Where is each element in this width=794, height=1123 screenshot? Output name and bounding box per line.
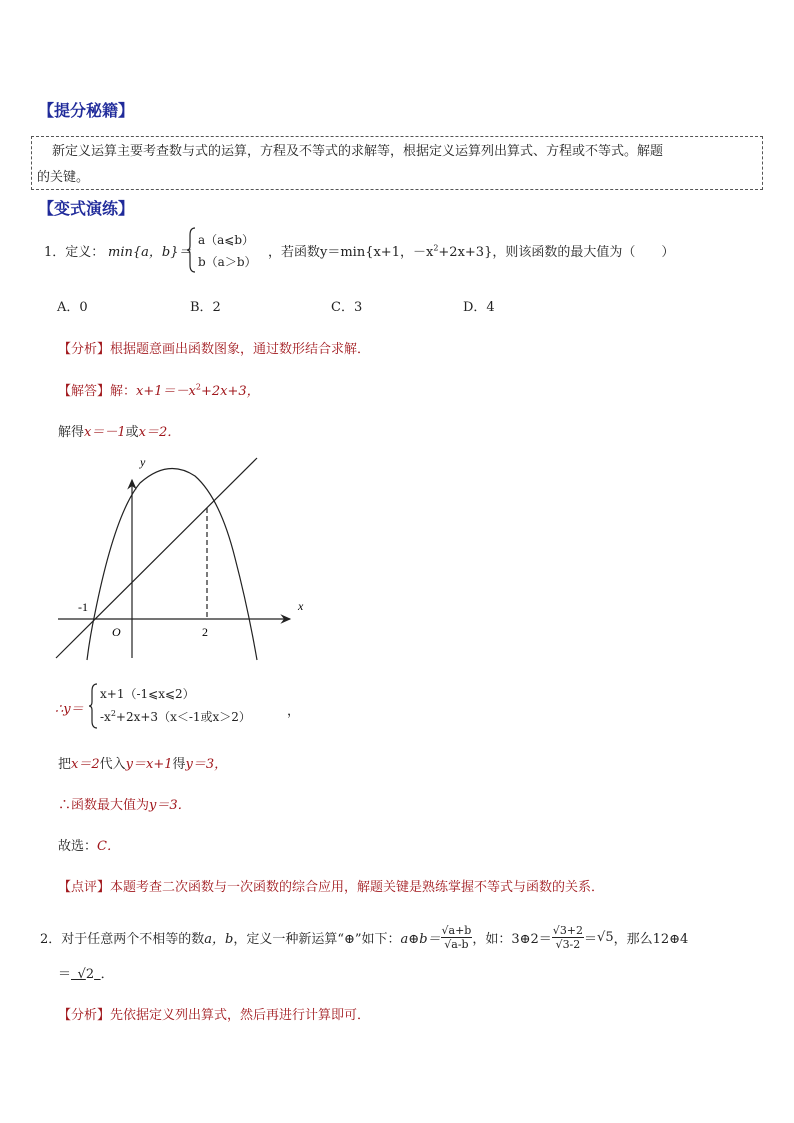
q1-answer-eq-end: +2x+3， (200, 384, 260, 399)
q1-choose-pre: 故选： (58, 839, 98, 854)
q2-blank-val: 2 (85, 967, 95, 982)
minus-one-label: -1 (78, 600, 88, 614)
q1-option-b: B．2 (190, 300, 221, 315)
q1-stem-sup: 2 (433, 243, 439, 253)
q1-sub-a: x＝2 (71, 757, 100, 772)
q1-solve-x2: x＝2． (138, 425, 181, 440)
q1-brace (186, 227, 196, 273)
q1-comment (58, 876, 604, 895)
q1-substitute (58, 753, 227, 772)
q1-stem-end: +2x+3}，则该函数的最大值为（ ） (438, 245, 675, 260)
q1-piece-2-a: -x (100, 710, 111, 724)
q1-solve-x1: x＝－1 (84, 425, 126, 440)
q2-vars: a，b (204, 932, 234, 947)
q1-piece-2-b: +2x+3（x＜-1或x＞2） (115, 710, 251, 724)
q1-sub-mid2: 得 (172, 757, 186, 772)
y-axis-label: y (140, 455, 146, 469)
q1-solve-or: 或 (125, 425, 139, 440)
tip-line-1: 新定义运算主要考查数与式的运算，方程及不等式的求解等，根据定义运算列出算式、方程或不等式。解题 (52, 144, 664, 159)
q1-solve (58, 421, 180, 440)
section-title-practice: 【变式演练】 (38, 199, 135, 218)
q2-line2-end: ． (100, 967, 114, 982)
q2-ex-eq: ＝ (584, 932, 598, 947)
q2-ex-fraction: $\frac{√3+2}{√3-2}$ (552, 924, 584, 951)
q1-piece-2 (100, 708, 251, 725)
q1-choose (58, 835, 120, 854)
q2-ex-post: ，那么12⊕4 (613, 932, 689, 947)
q2-prefix: 2．对于任意两个不相等的数 (40, 932, 205, 947)
q2-analysis-tag: 【分析】 (58, 1008, 111, 1023)
q1-analysis-text: 根据题意画出函数图象，通过数形结合求解． (110, 342, 371, 357)
q1-option-c: C．3 (331, 300, 363, 315)
q1-min-ab: min{a，b}＝ (108, 245, 192, 260)
q1-max-val: y＝3． (149, 798, 191, 813)
q2-analysis (58, 1004, 370, 1023)
q1-answer (58, 380, 260, 399)
section-title-tips: 【提分秘籍】 (38, 101, 135, 120)
q1-answer-sup: 2 (195, 382, 201, 392)
q1-sub-c: y＝3， (185, 757, 228, 772)
q1-max (58, 794, 191, 813)
q1-sub-b: y＝x+1 (125, 757, 173, 772)
q1-stem-text: ，若函数y＝min{x+1，－x (268, 245, 434, 260)
two-label: 2 (202, 625, 208, 639)
q1-option-a: A．0 (57, 300, 88, 315)
q2-stem: 2．对于任意两个不相等的数 a，b ，定义一种新运算“⊕”如下： a⊕b＝ $\frac{√a+b}{√a-b}$ ，如：3⊕2＝ $\frac{√3+2}{√3-2}$ ＝ √5 ，那么12⊕4 (40, 924, 689, 951)
q1-function-graph (50, 448, 310, 663)
q2-def-den: a-b (451, 938, 469, 951)
q1-answer-eq: x+1＝－x (136, 384, 196, 399)
q1-piece-comma: ， (287, 704, 301, 719)
q1-analysis-tag: 【分析】 (58, 342, 111, 357)
q2-analysis-text: 先依据定义列出算式，然后再进行计算即可． (110, 1008, 371, 1023)
q1-solve-pre: 解得 (58, 425, 85, 440)
q2-def-lhs: a⊕b＝ (400, 932, 441, 947)
q1-therefore-y: ∴y＝ (55, 702, 84, 717)
q2-def-fraction: $\frac{√a+b}{√a-b}$ (441, 924, 472, 951)
q1-sub-pre: 把 (58, 757, 72, 772)
q1-sub-mid: 代入 (99, 757, 126, 772)
q1-stem (268, 241, 674, 260)
q2-ex-num: 3+2 (559, 924, 584, 937)
q1-analysis (58, 338, 370, 357)
q1-prefix: 1．定义： (44, 245, 105, 260)
q2-ex-den: 3-2 (562, 938, 581, 951)
q1-comment-tag: 【点评】 (58, 880, 111, 895)
line-curve (56, 458, 257, 658)
q1-answer-tag: 【解答】 (58, 384, 111, 399)
q1-answer-pre: 解： (110, 384, 137, 399)
q1-piece-brace (88, 683, 98, 729)
q1-max-text: ∴函数最大值为 (58, 798, 150, 813)
tip-box (31, 136, 763, 190)
q2-ex-res: 5 (605, 930, 614, 945)
x-axis-label: x (298, 599, 304, 613)
q1-choose-val: C． (97, 839, 120, 854)
q2-def-num: a+b (448, 924, 472, 937)
q2-mid: ，定义一种新运算“⊕”如下： (233, 932, 401, 947)
q2-line2-pre: ＝ (58, 967, 72, 982)
q1-piece-1: x+1（-1⩽x⩽2） (100, 687, 195, 701)
q2-line2 (58, 963, 114, 982)
q1-case-2: b（a＞b） (198, 255, 257, 269)
q1-option-d: D．4 (463, 300, 495, 315)
q1-comment-text: 本题考查二次函数与一次函数的综合应用，解题关键是熟练掌握不等式与函数的关系． (110, 880, 605, 895)
q1-case-1: a（a⩽b） (198, 233, 255, 247)
tip-line-2: 的关键。 (37, 170, 90, 185)
q2-ex-pre: ，如：3⊕2＝ (472, 932, 552, 947)
q1-piece-2-sup: 2 (110, 709, 116, 718)
origin-label: O (112, 625, 121, 639)
q2-blank-answer: √2 (71, 967, 95, 982)
